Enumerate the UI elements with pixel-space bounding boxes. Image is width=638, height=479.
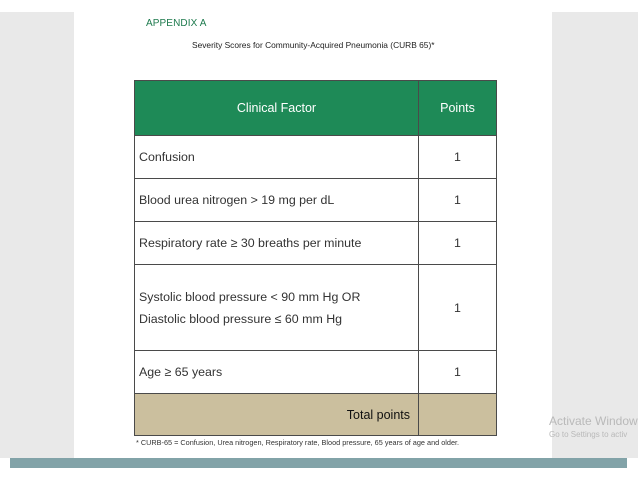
table-row (135, 222, 497, 265)
table-row (135, 179, 497, 222)
total-row (135, 394, 497, 436)
factor-line-1: Systolic blood pressure < 90 mm Hg OR (139, 289, 361, 304)
curb65-table (134, 80, 497, 436)
watermark-line-2: Go to Settings to activ (549, 430, 628, 439)
factor-cell: Respiratory rate ≥ 30 breaths per minute (135, 222, 419, 265)
points-cell: 1 (419, 222, 497, 265)
appendix-heading: APPENDIX A (146, 18, 207, 29)
slide (74, 12, 552, 458)
activate-windows-watermark (549, 414, 638, 439)
points-cell: 1 (419, 351, 497, 394)
table-row (135, 136, 497, 179)
total-points-value (419, 394, 497, 436)
watermark-line-1: Activate Window (549, 414, 638, 428)
points-cell: 1 (419, 265, 497, 351)
left-margin (0, 12, 74, 458)
header-clinical-factor: Clinical Factor (135, 81, 419, 136)
table-header-row (135, 81, 497, 136)
right-margin (552, 12, 638, 458)
footnote: * CURB-65 = Confusion, Urea nitrogen, Respiratory rate, Blood pressure, 65 years of age and older. (136, 438, 460, 447)
table-row (135, 265, 497, 351)
table-row (135, 351, 497, 394)
header-points: Points (419, 81, 497, 136)
points-cell: 1 (419, 136, 497, 179)
factor-cell (135, 265, 419, 351)
factor-line-2: Diastolic blood pressure ≤ 60 mm Hg (139, 311, 343, 326)
bottom-bar (10, 458, 627, 468)
total-points-label: Total points (135, 394, 419, 436)
factor-cell: Confusion (135, 136, 419, 179)
factor-cell: Blood urea nitrogen > 19 mg per dL (135, 179, 419, 222)
table-title: Severity Scores for Community-Acquired Pneumonia (CURB 65)* (192, 40, 435, 50)
factor-cell: Age ≥ 65 years (135, 351, 419, 394)
points-cell: 1 (419, 179, 497, 222)
